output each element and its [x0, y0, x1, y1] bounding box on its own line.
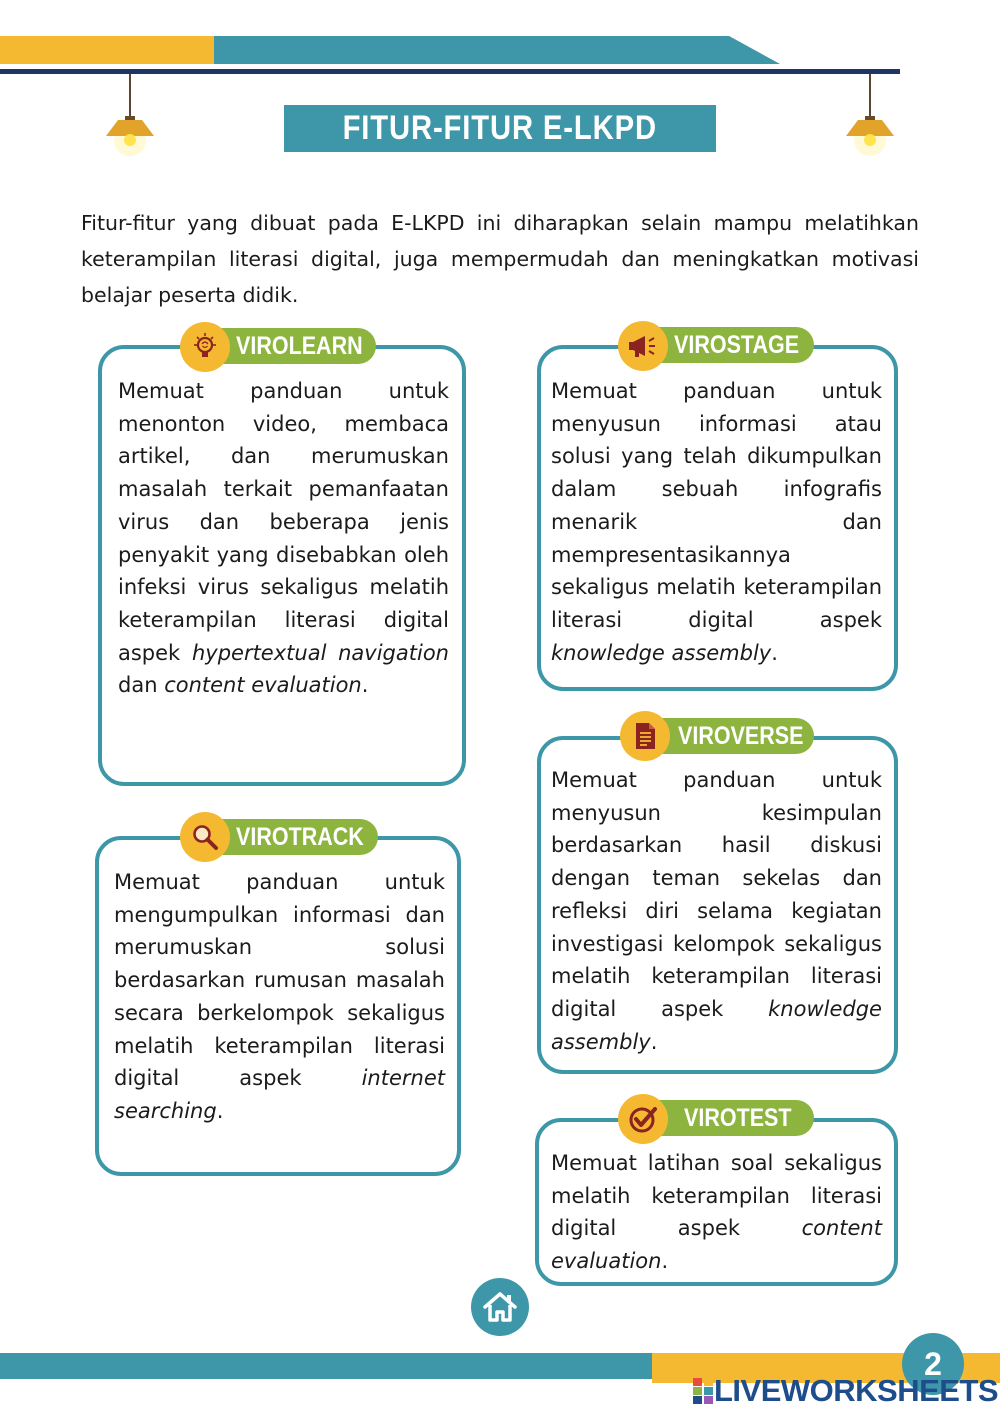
page-title: FITUR-FITUR E-LKPD [342, 109, 658, 147]
virostage-icon-badge [618, 321, 668, 371]
top-banner-yellow [0, 36, 216, 64]
virolearn-label: VIROLEARN [236, 331, 363, 360]
hanging-lamp-right-icon [838, 74, 902, 184]
lightbulb-icon [190, 332, 220, 362]
checkmark-icon [627, 1103, 659, 1135]
viroverse-icon-badge [620, 711, 670, 761]
card-viroverse-text: Memuat panduan untuk menyusun kesimpulan berdasarkan hasil diskusi dengan teman sekelas dan refleksi diri selama kegiatan investigasi kelompok sekaligus melatih keterampilan literasi digital aspek knowledge assembly. [551, 768, 882, 1054]
megaphone-icon [627, 331, 659, 361]
card-virotest-text: Memuat latihan soal sekaligus melatih keterampilan literasi digital aspek content evaluation. [551, 1151, 882, 1274]
virotest-label: VIROTEST [684, 1103, 792, 1132]
home-button[interactable] [471, 1278, 529, 1336]
virolearn-icon-badge [180, 322, 230, 372]
watermark-text: LIVEWORKSHEETS [714, 1373, 999, 1408]
top-banner-teal [214, 36, 780, 64]
intro-paragraph: Fitur-fitur yang dibuat pada E-LKPD ini diharapkan selain mampu melatihkan keterampilan literasi digital, juga mempermudah dan meningkatkan motivasi belajar peserta didik. [81, 211, 919, 307]
viroverse-label: VIROVERSE [678, 721, 804, 750]
magnifier-icon [190, 822, 220, 852]
virotest-icon-badge [618, 1094, 668, 1144]
bottom-banner-teal [0, 1353, 652, 1379]
page-title-box [284, 105, 716, 152]
card-virolearn-text: Memuat panduan untuk menonton video, membaca artikel, dan merumuskan masalah terkait pemanfaatan virus dan beberapa jenis penyakit yang disebabkan oleh infeksi virus sekaligus melatih keterampilan literasi digital aspek hypertextual navigation dan content evaluation. [118, 379, 449, 698]
document-icon [631, 721, 659, 751]
virotrack-icon-badge [180, 812, 230, 862]
page-number: 2 [902, 1333, 964, 1395]
liveworksheets-watermark [692, 1374, 998, 1408]
virotrack-label: VIROTRACK [236, 822, 364, 851]
virostage-label: VIROSTAGE [674, 330, 800, 359]
home-icon [481, 1289, 519, 1325]
card-virostage-text: Memuat panduan untuk menyusun informasi atau solusi yang telah dikumpulkan dalam sebuah infografis menarik dan mempresentasikannya sekaligus melatih keterampilan literasi digital aspek knowledge assembly. [551, 379, 882, 665]
card-virotrack-text: Memuat panduan untuk mengumpulkan informasi dan merumuskan solusi berdasarkan rumusan masalah secara berkelompok sekaligus melatih keterampilan literasi digital aspek internet searching. [114, 870, 445, 1123]
liveworksheets-logo-icon [692, 1377, 714, 1405]
hanging-lamp-left-icon [98, 74, 162, 184]
